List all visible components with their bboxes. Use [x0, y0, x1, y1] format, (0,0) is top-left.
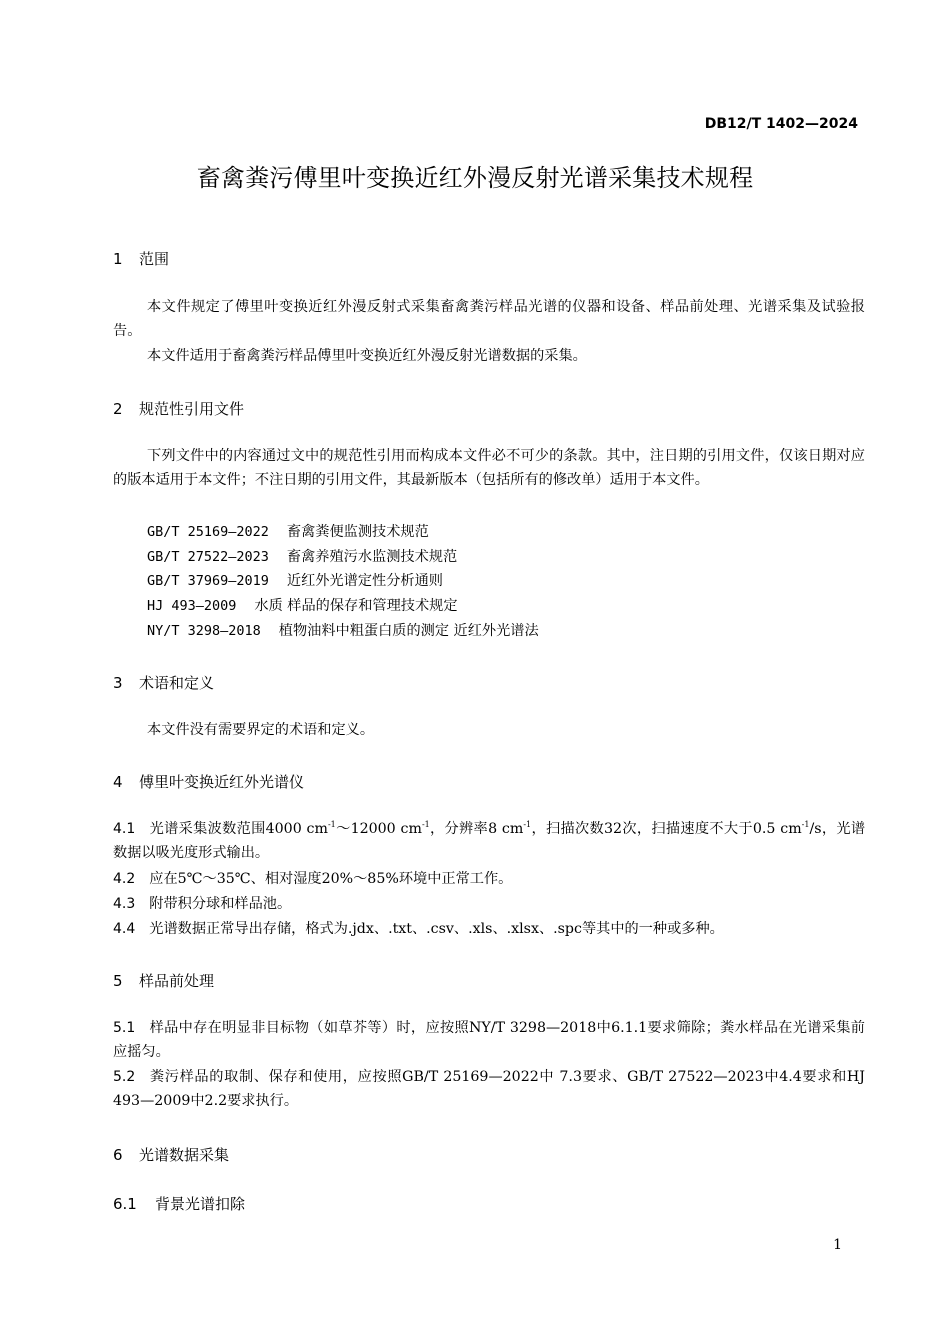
page-number: 1: [833, 1237, 842, 1253]
clause-number: 5.2: [113, 1069, 136, 1085]
reference-item: [147, 620, 539, 640]
clause-number: 4.1: [113, 821, 136, 837]
clause-number: 4.2: [113, 871, 136, 887]
clause-4-4: [113, 918, 865, 942]
clause-text: /s，光谱数据以吸光度形式输出。: [113, 821, 866, 861]
reference-code: GB/T 27522—2023: [147, 549, 269, 565]
clause-text: 样品中存在明显非目标物（如草芥等）时，应按照NY/T 3298—2018中6.1.1要求筛除；粪水样品在光谱采集前应摇匀。: [113, 1020, 865, 1060]
section-number: 4: [113, 773, 123, 791]
reference-item: [147, 521, 429, 541]
reference-item: [147, 546, 457, 566]
section-3-paragraph-1: 本文件没有需要界定的术语和定义。: [147, 722, 375, 738]
section-number: 2: [113, 400, 123, 418]
subsection-number: 6.1: [113, 1195, 137, 1213]
section-number: 5: [113, 972, 123, 990]
clause-text: 应在5℃～35℃、相对湿度20%～85%环境中正常工作。: [149, 871, 513, 887]
reference-name: 水质 样品的保存和管理技术规定: [254, 598, 458, 614]
clause-number: 4.3: [113, 896, 136, 912]
clause-text: 附带积分球和样品池。: [149, 896, 292, 912]
clause-4-1: [113, 818, 865, 865]
reference-code: NY/T 3298—2018: [147, 623, 261, 639]
superscript: -1: [523, 820, 532, 829]
reference-item: [147, 595, 458, 615]
superscript: -1: [327, 820, 336, 829]
section-2-heading: [113, 398, 244, 419]
section-number: 6: [113, 1146, 123, 1164]
reference-code: HJ 493—2009: [147, 598, 237, 614]
clause-4-2: [113, 868, 865, 892]
subsection-6-1-heading: [113, 1193, 245, 1214]
standard-number: DB12/T 1402—2024: [704, 116, 858, 132]
clause-number: 4.4: [113, 921, 136, 937]
clause-text: ～12000 cm: [335, 821, 422, 837]
section-1-paragraph-2: 本文件适用于畜禽粪污样品傅里叶变换近红外漫反射光谱数据的采集。: [147, 348, 587, 364]
section-title: 规范性引用文件: [139, 400, 245, 418]
reference-code: GB/T 37969—2019: [147, 573, 269, 589]
section-title: 样品前处理: [139, 972, 215, 990]
section-3-heading: [113, 672, 214, 693]
clause-5-1: [113, 1017, 865, 1064]
superscript: -1: [421, 820, 430, 829]
clause-4-3: [113, 893, 865, 917]
clause-text: ，分辨率8 cm: [429, 821, 524, 837]
clause-5-2: [113, 1066, 865, 1113]
clause-text: ，扫描次数32次，扫描速度不大于0.5 cm: [531, 821, 802, 837]
clause-number: 5.1: [113, 1020, 136, 1036]
superscript: -1: [801, 820, 810, 829]
section-5-heading: [113, 970, 214, 991]
section-title: 傅里叶变换近红外光谱仪: [139, 773, 305, 791]
clause-text: 光谱数据正常导出存储，格式为.jdx、.txt、.csv、.xls、.xlsx、.spc等其中的一种或多种。: [149, 921, 724, 937]
reference-name: 畜禽养殖污水监测技术规范: [286, 549, 458, 565]
reference-name: 畜禽粪便监测技术规范: [286, 524, 429, 540]
section-title: 术语和定义: [139, 674, 215, 692]
section-1-heading: [113, 248, 169, 269]
section-number: 1: [113, 250, 123, 268]
section-6-heading: [113, 1144, 229, 1165]
reference-code: GB/T 25169—2022: [147, 524, 269, 540]
section-number: 3: [113, 674, 123, 692]
reference-name: 植物油料中粗蛋白质的测定 近红外光谱法: [278, 623, 539, 639]
clause-text: 光谱采集波数范围4000 cm: [149, 821, 328, 837]
section-2-paragraph-1: 下列文件中的内容通过文中的规范性引用而构成本文件必不可少的条款。其中，注日期的引用文件，仅该日期对应的版本适用于本文件；不注日期的引用文件，其最新版本（包括所有的修改单）适用于本文件。: [113, 448, 865, 488]
clause-text: 粪污样品的取制、保存和使用，应按照GB/T 25169—2022中 7.3要求、GB/T 27522—2023中4.4要求和HJ 493—2009中2.2要求执行。: [113, 1069, 865, 1109]
section-4-heading: [113, 771, 304, 792]
reference-item: [147, 570, 443, 590]
section-1-paragraph-1: 本文件规定了傅里叶变换近红外漫反射式采集畜禽粪污样品光谱的仪器和设备、样品前处理、光谱采集及试验报告。: [113, 299, 865, 339]
document-title: 畜禽粪污傅里叶变换近红外漫反射光谱采集技术规程: [196, 164, 754, 192]
reference-name: 近红外光谱定性分析通则: [286, 573, 443, 589]
section-title: 光谱数据采集: [139, 1146, 230, 1164]
subsection-title: 背景光谱扣除: [155, 1195, 246, 1213]
section-title: 范围: [139, 250, 170, 268]
